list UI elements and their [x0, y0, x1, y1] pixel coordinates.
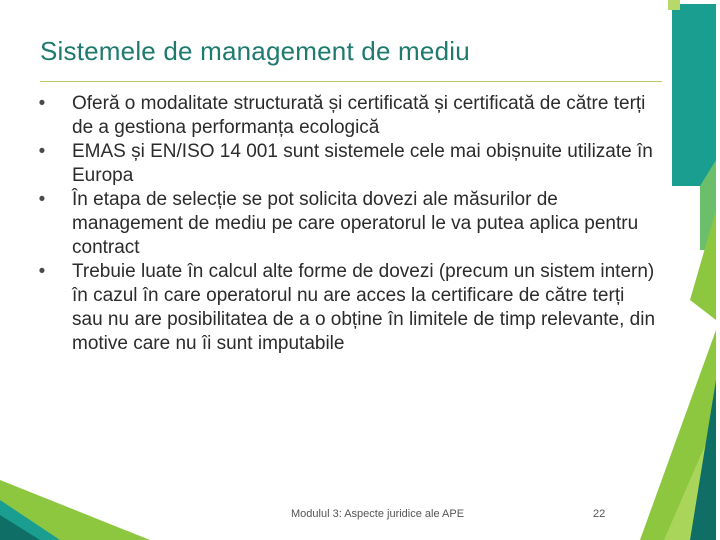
bullet-item [30, 188, 660, 260]
title-divider [40, 81, 662, 82]
bullet-item [30, 260, 660, 356]
bullet-marker: • [38, 93, 46, 114]
bullet-text: Oferă o modalitate structurată și certificată și certificată de către terți de a gestiona performanța ecologică [72, 93, 646, 138]
bullet-marker: • [38, 189, 46, 210]
footer-module-label: Modulul 3: Aspecte juridice ale APE [291, 508, 465, 520]
bullet-text: EMAS și EN/ISO 14 001 sunt sistemele cele mai obișnuite utilizate în Europa [72, 141, 653, 186]
bullet-marker: • [38, 141, 46, 162]
right-teal-band [672, 4, 716, 186]
bullet-text: În etapa de selecție se pot solicita dovezi ale măsurilor de management de mediu pe care operatorul le va putea aplica pentru contract [72, 189, 639, 258]
bullet-list [30, 92, 660, 356]
bullet-item [30, 92, 660, 140]
slide-title: Sistemele de management de mediu [40, 36, 470, 66]
bullet-item [30, 140, 660, 188]
top-right-accent [668, 0, 680, 10]
bullet-text: Trebuie luate în calcul alte forme de dovezi (precum un sistem intern) în cazul în care operatorul nu are acces la certificare de către terți sau nu are posibilitatea de a o obține în limitele de timp relevante, din motive care nu îi sunt imputabile [72, 261, 656, 354]
bullet-marker: • [38, 261, 46, 282]
page-number: 22 [593, 508, 606, 520]
